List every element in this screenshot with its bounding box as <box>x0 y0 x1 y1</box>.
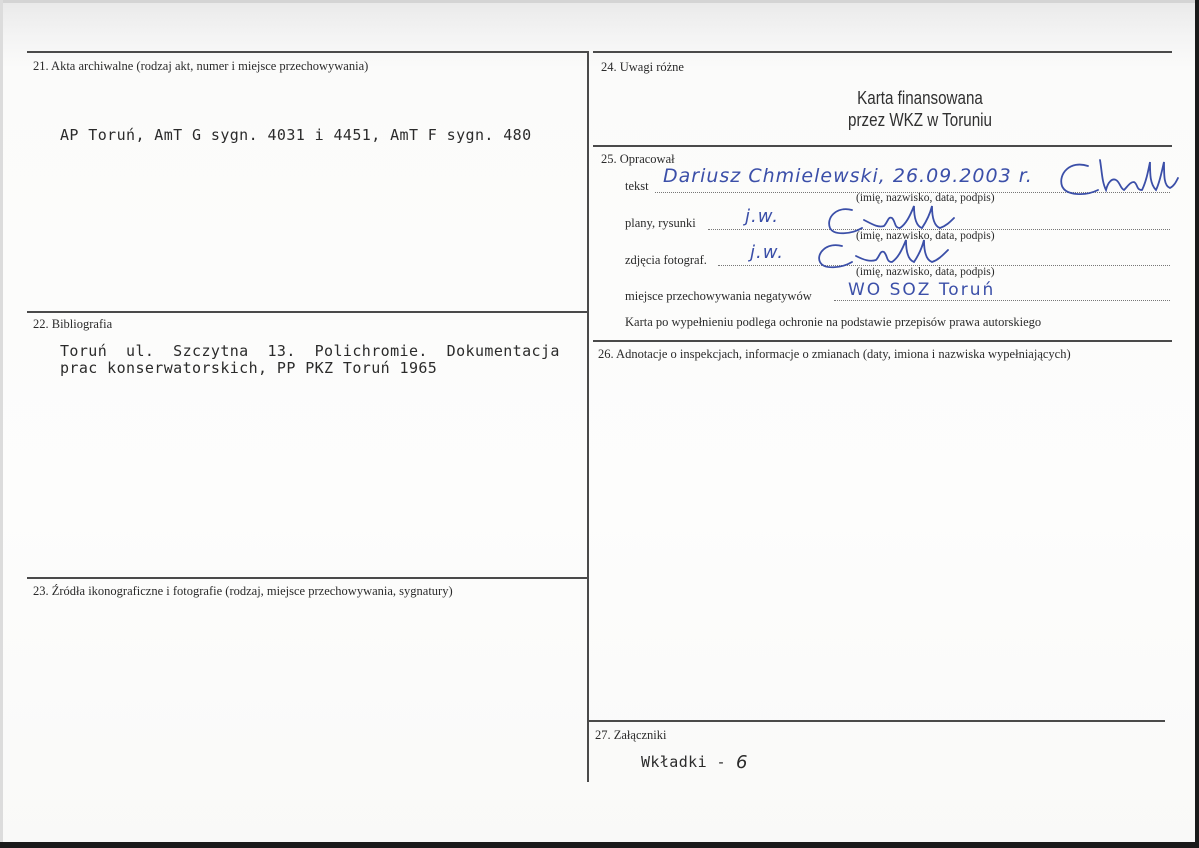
section-25-label: 25. Opracował <box>601 152 675 166</box>
signature-1 <box>1050 152 1182 204</box>
zdjecia-hint: (imię, nazwisko, data, podpis) <box>856 266 995 278</box>
section-26-label: 26. Adnotacje o inspekcjach, informacje o zmianach (daty, imiona i nazwiska wypełniających) <box>598 347 1071 361</box>
section-24-label: 24. Uwagi różne <box>601 60 684 74</box>
rule-24-25 <box>593 145 1172 147</box>
rule-center <box>587 51 589 782</box>
negatywy-label: miejsce przechowywania negatywów <box>625 289 812 303</box>
zdjecia-label: zdjęcia fotograf. <box>625 253 707 267</box>
scan-edge-bottom <box>0 842 1199 848</box>
funding-stamp-line2: przez WKZ w Toruniu <box>848 109 992 130</box>
section-21-value: AP Toruń, AmT G sygn. 4031 i 4451, AmT F sygn. 480 <box>60 126 532 144</box>
section-22-label: 22. Bibliografia <box>33 317 113 331</box>
section-27-label: 27. Załączniki <box>595 728 667 742</box>
attachments-value: Wkładki - <box>641 753 726 771</box>
section-22-line2: prac konserwatorskich, PP PKZ Toruń 1965 <box>60 359 438 377</box>
signature-3 <box>812 236 972 274</box>
plany-label: plany, rysunki <box>625 216 696 230</box>
negatywy-handwritten-value: WO SOZ Toruń <box>848 280 996 300</box>
negatywy-dotted-line <box>834 300 1170 301</box>
scan-edge-right <box>1195 0 1199 848</box>
attachments-count-handwritten: 6 <box>736 752 749 773</box>
section-21-label: 21. Akta archiwalne (rodzaj akt, numer i miejsce przechowywania) <box>33 59 369 73</box>
copyright-notice: Karta po wypełnieniu podlega ochronie na podstawie przepisów prawa autorskiego <box>625 315 1042 329</box>
rule-top-left <box>27 51 587 53</box>
tekst-hint: (imię, nazwisko, data, podpis) <box>856 192 995 204</box>
section-23-label: 23. Źródła ikonograficzne i fotografie (rodzaj, miejsce przechowywania, sygnatury) <box>33 584 453 598</box>
rule-21-22 <box>27 311 587 313</box>
rule-22-23 <box>27 577 587 579</box>
section-22-line1: Toruń ul. Szczytna 13. Polichromie. Dokumentacja <box>60 342 560 360</box>
plany-handwritten-value: j.w. <box>745 206 780 227</box>
plany-hint: (imię, nazwisko, data, podpis) <box>856 230 995 242</box>
rule-25-26 <box>593 340 1172 342</box>
rule-top-right <box>593 51 1172 53</box>
signature-2 <box>822 200 972 240</box>
rule-26-27 <box>587 720 1165 722</box>
scan-edge-left <box>0 0 3 848</box>
tekst-handwritten-value: Dariusz Chmielewski, 26.09.2003 r. <box>663 165 1033 187</box>
tekst-label: tekst <box>625 179 649 193</box>
funding-stamp-line1: Karta finansowana <box>857 87 983 108</box>
scan-edge-top <box>0 0 1199 3</box>
zdjecia-handwritten-value: j.w. <box>750 242 785 263</box>
